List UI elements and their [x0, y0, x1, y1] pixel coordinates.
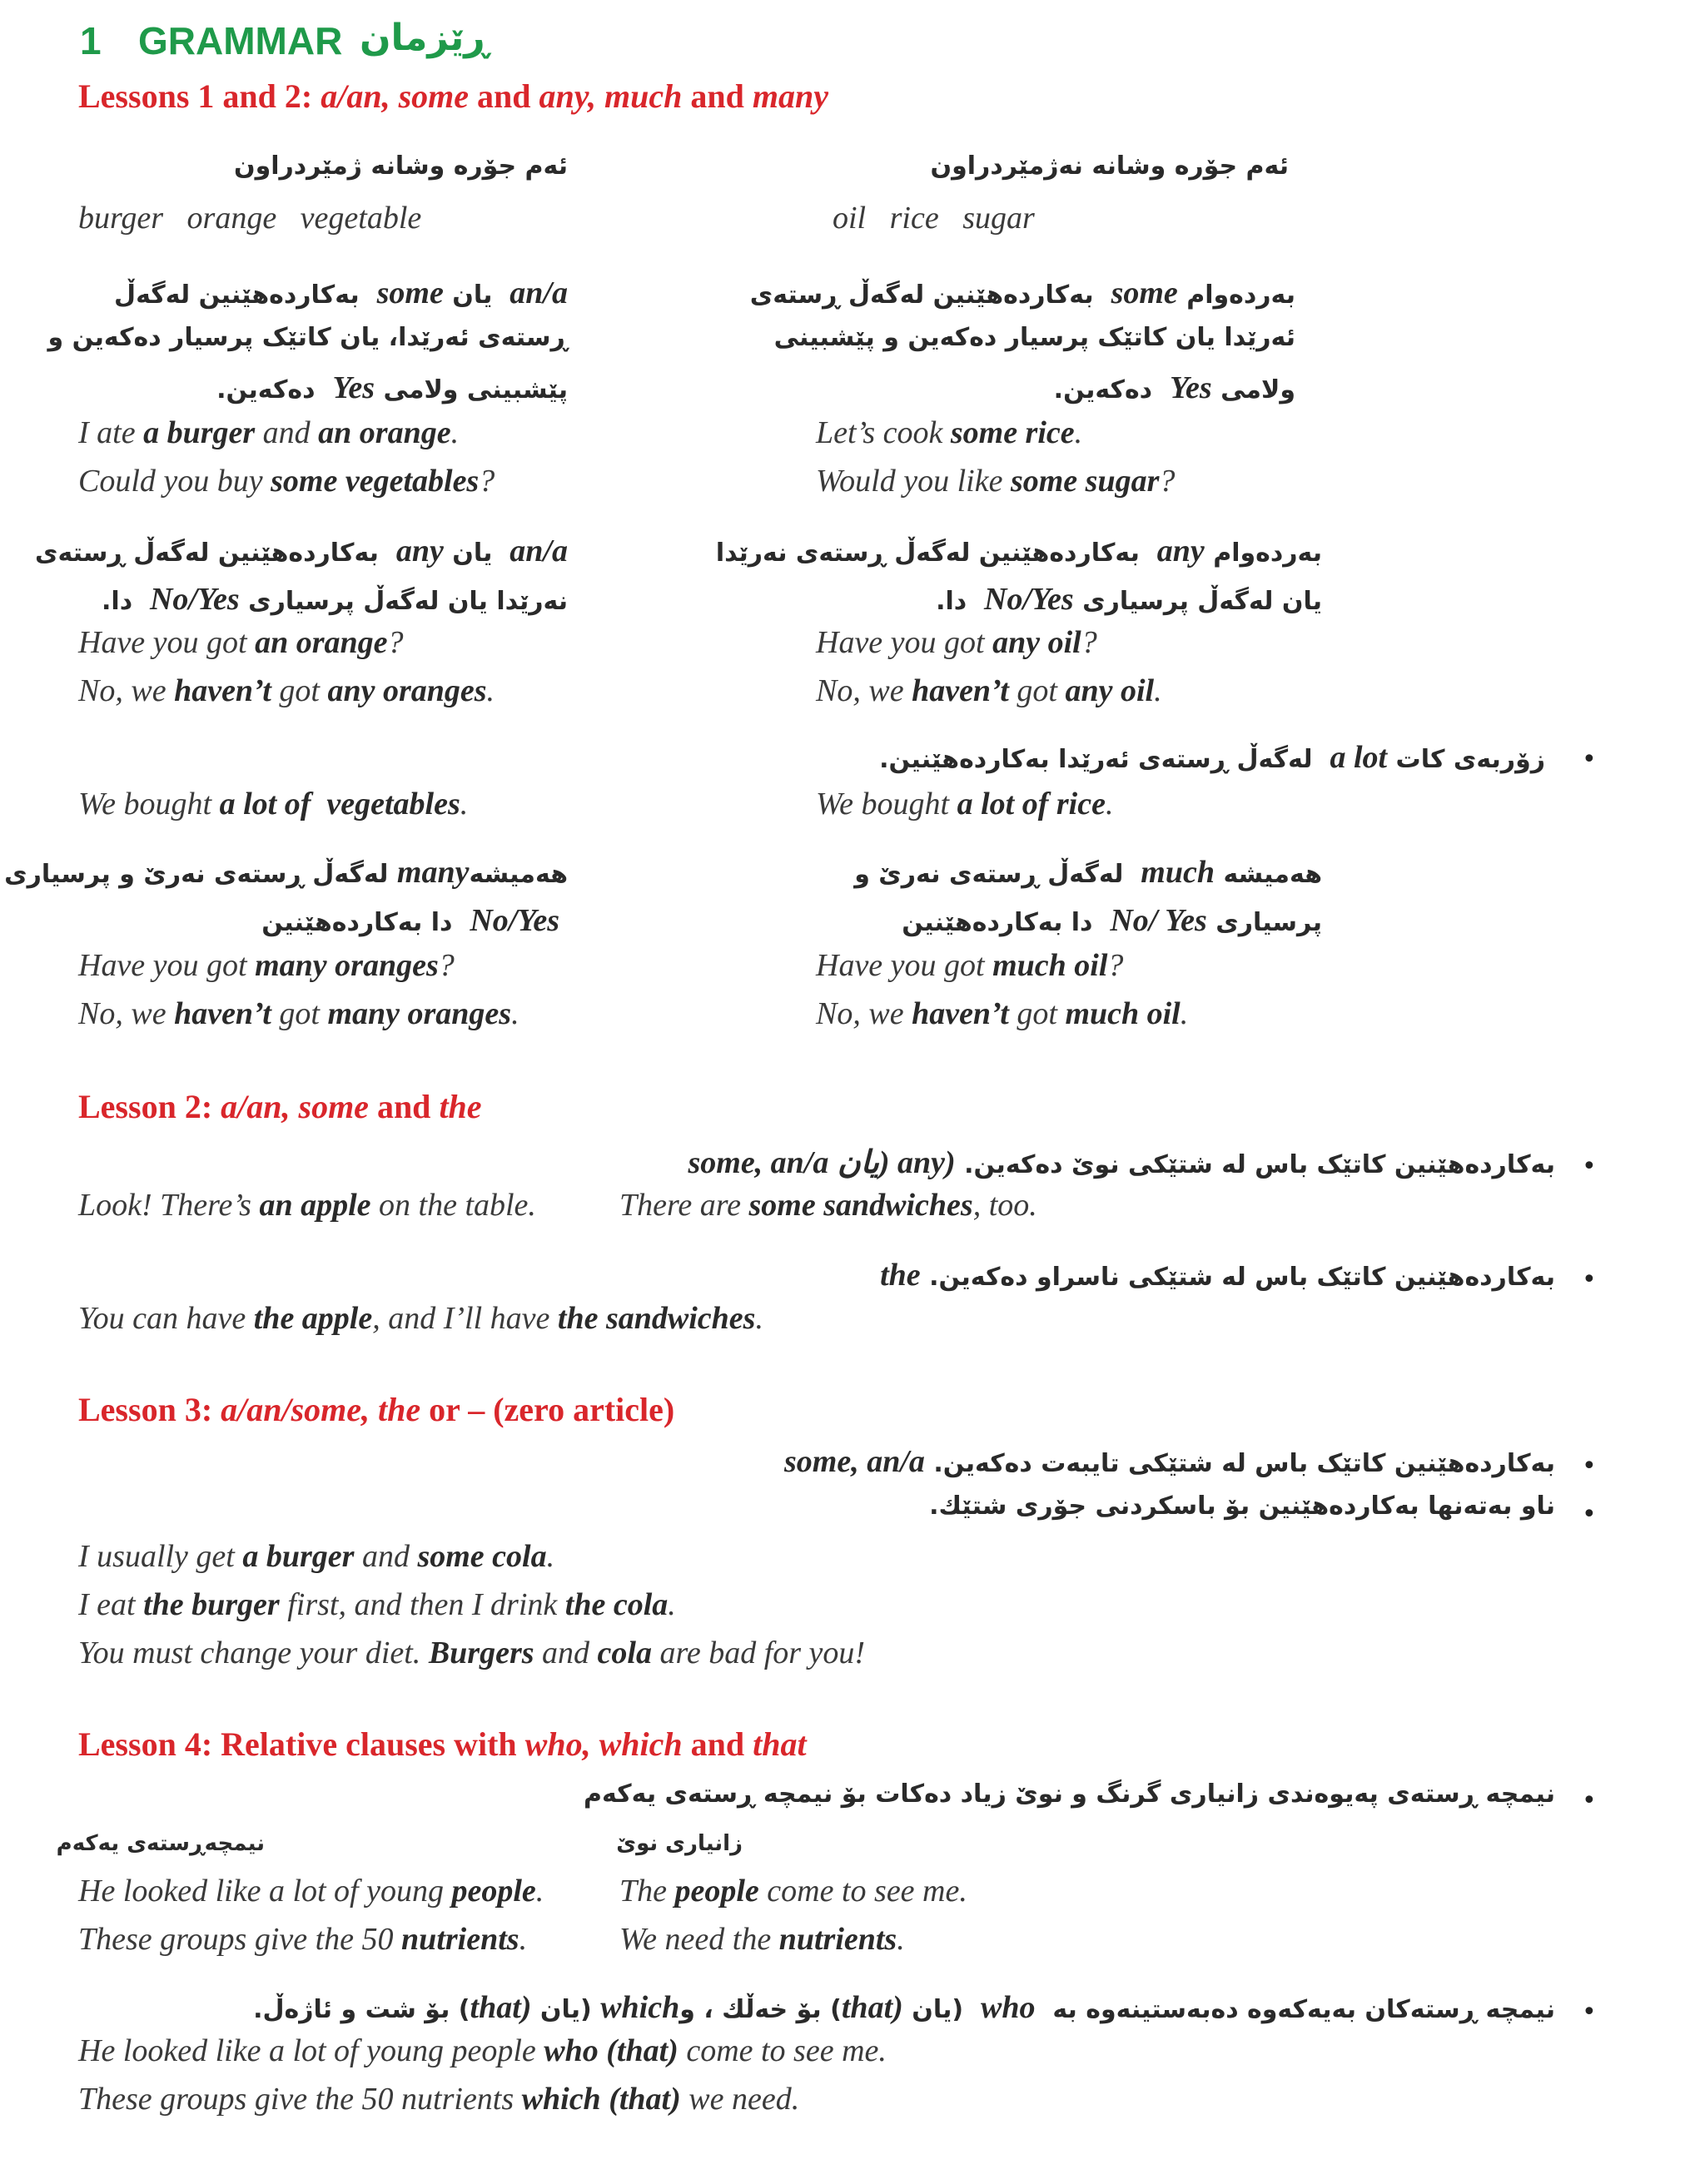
right-rule-much: هەمیشە much لەگەڵ ڕستەی نەرێ و — [854, 855, 1322, 890]
right-rule-any: بەردەوام any بەکاردەهێنین لەگەڵ ڕستەی نەرێدا — [715, 534, 1322, 568]
example-sentence: He looked like a lot of young people who (that) come to see me. — [78, 2033, 887, 2068]
right-rule-any-line2: یان لەگەڵ پرسیاری No/Yes دا. — [936, 582, 1322, 617]
right-rule-some: بەردەوام some بەکاردەهێنین لەگەڵ ڕستەی — [749, 275, 1295, 310]
bullet-icon: • — [1582, 1500, 1597, 1529]
column-label-first-clause: نیمچەڕستەی یەکەم — [56, 1831, 265, 1856]
example-sentence: I eat the burger first, and then I drink the cola. — [78, 1587, 676, 1622]
example-sentence: Have you got any oil? — [816, 625, 1097, 660]
bullet-icon: • — [1582, 1998, 1597, 2027]
example-sentence: No, we haven’t got many oranges. — [78, 996, 519, 1031]
example-sentence: No, we haven’t got much oil. — [816, 996, 1189, 1031]
example-sentence: These groups give the 50 nutrients which (that) we need. — [78, 2082, 800, 2117]
uncountable-note: ئەم جۆرە وشانە نەژمێردراون — [930, 151, 1289, 181]
chapter-title: GRAMMAR — [138, 19, 343, 62]
rule-who-which-that: نیمچە ڕستەکان بەیەکەوە دەبەستینەوە بە who (یان (that) بۆ خەڵك ، وwhich (یان (that) بۆ شت و ئاژەڵ. — [253, 1990, 1555, 2025]
bullet-icon: • — [1582, 1452, 1597, 1481]
section-heading-lesson-3: Lesson 3: a/an/some, the or – (zero article) — [78, 1391, 675, 1428]
example-sentence: Look! There’s an apple on the table. — [78, 1188, 536, 1223]
left-rule-many: هەمیشەmany لەگەڵ ڕستەی نەرێ و پرسیاری — [4, 855, 568, 890]
chapter-number: 1 — [80, 19, 102, 62]
example-sentence: Would you like some sugar? — [816, 464, 1176, 499]
example-sentence: Have you got an orange? — [78, 625, 404, 660]
example-sentence: He looked like a lot of young people. — [78, 1874, 544, 1909]
left-rule-some: an/a یان some بەکاردەهێنین لەگەڵ — [114, 275, 568, 310]
chapter-title-kurdish: ڕێزمان — [360, 17, 490, 59]
left-rule-some-line3: پێشبینی ولامی Yes دەکەین. — [216, 370, 568, 405]
bullet-icon: • — [1582, 1152, 1597, 1181]
left-rule-any: an/a یان any بەکاردەهێنین لەگەڵ ڕستەی — [34, 534, 568, 568]
example-sentence: We bought a lot of vegetables. — [78, 787, 469, 821]
example-sentence: I usually get a burger and some cola. — [78, 1539, 555, 1574]
rule-zero-article: ناو بەتەنها بەکاردەهێنین بۆ باسکردنی جۆری شتێك. — [929, 1492, 1555, 1521]
rule-relative-clause: نیمچە ڕستەی پەیوەندی زانیاری گرنگ و نوێ زیاد دەکات بۆ نیمچە ڕستەی یەکەم — [584, 1779, 1555, 1809]
rule-a-lot: زۆربەی کات a lot لەگەڵ ڕستەی ئەرێدا بەکاردەهێنین. — [879, 740, 1545, 775]
rule-some-new: بەکاردەهێنین کاتێک باس لە شتێکی نوێ دەکەین. (any (یان some, an/a — [688, 1145, 1555, 1180]
example-sentence: The people come to see me. — [619, 1874, 967, 1909]
example-sentence: Have you got much oil? — [816, 948, 1124, 983]
example-sentence: No, we haven’t got any oranges. — [78, 673, 495, 708]
section-heading-lesson-4: Lesson 4: Relative clauses with who, which and that — [78, 1725, 807, 1763]
right-rule-some-line2: ئەرێدا یان کاتێک پرسیار دەکەین و پێشبینی — [773, 323, 1295, 352]
example-sentence: Have you got many oranges? — [78, 948, 455, 983]
example-sentence: I ate a burger and an orange. — [78, 415, 460, 450]
example-sentence: We need the nutrients. — [619, 1922, 905, 1957]
bullet-icon: • — [1582, 1786, 1597, 1815]
rule-some-specific: بەکاردەهێنین کاتێک باس لە شتێکی تایبەت دەکەین. some, an/a — [783, 1444, 1555, 1479]
column-label-new-info: زانیاری نوێ — [616, 1831, 743, 1856]
example-sentence: We bought a lot of rice. — [816, 787, 1114, 821]
right-rule-some-line3: ولامی Yes دەکەین. — [1053, 370, 1295, 405]
right-rule-much-line2: پرسیاری No/ Yes دا بەکاردەهێنین — [902, 903, 1322, 938]
example-sentence: There are some sandwiches, too. — [619, 1188, 1037, 1223]
section-heading-lesson-2: Lesson 2: a/an, some and the — [78, 1088, 482, 1125]
example-sentence: Could you buy some vegetables? — [78, 464, 495, 499]
example-sentence: You can have the apple, and I’ll have the sandwiches. — [78, 1301, 763, 1336]
left-rule-some-line2: ڕستەی ئەرێدا، یان کاتێک پرسیار دەکەین و — [47, 323, 568, 352]
left-rule-many-line2: No/Yes دا بەکاردەهێنین — [261, 903, 559, 938]
countable-words: burger orange vegetable — [78, 201, 422, 236]
example-sentence: Let’s cook some rice. — [816, 415, 1083, 450]
section-heading-lessons-1-2: Lessons 1 and 2: a/an, some and any, much and many — [78, 77, 828, 115]
example-sentence: You must change your diet. Burgers and cola are bad for you! — [78, 1636, 866, 1670]
left-rule-any-line2: نەرێدا یان لەگەڵ پرسیاری No/Yes دا. — [102, 582, 568, 617]
uncountable-words: oil rice sugar — [833, 201, 1035, 236]
rule-the-known: بەکاردەهێنین کاتێک باس لە شتێکی ناسراو دەکەین. the — [880, 1258, 1555, 1293]
countable-note: ئەم جۆرە وشانە ژمێردراون — [233, 151, 568, 181]
example-sentence: No, we haven’t got any oil. — [816, 673, 1162, 708]
bullet-icon: • — [1582, 745, 1597, 774]
example-sentence: These groups give the 50 nutrients. — [78, 1922, 528, 1957]
bullet-icon: • — [1582, 1265, 1597, 1294]
